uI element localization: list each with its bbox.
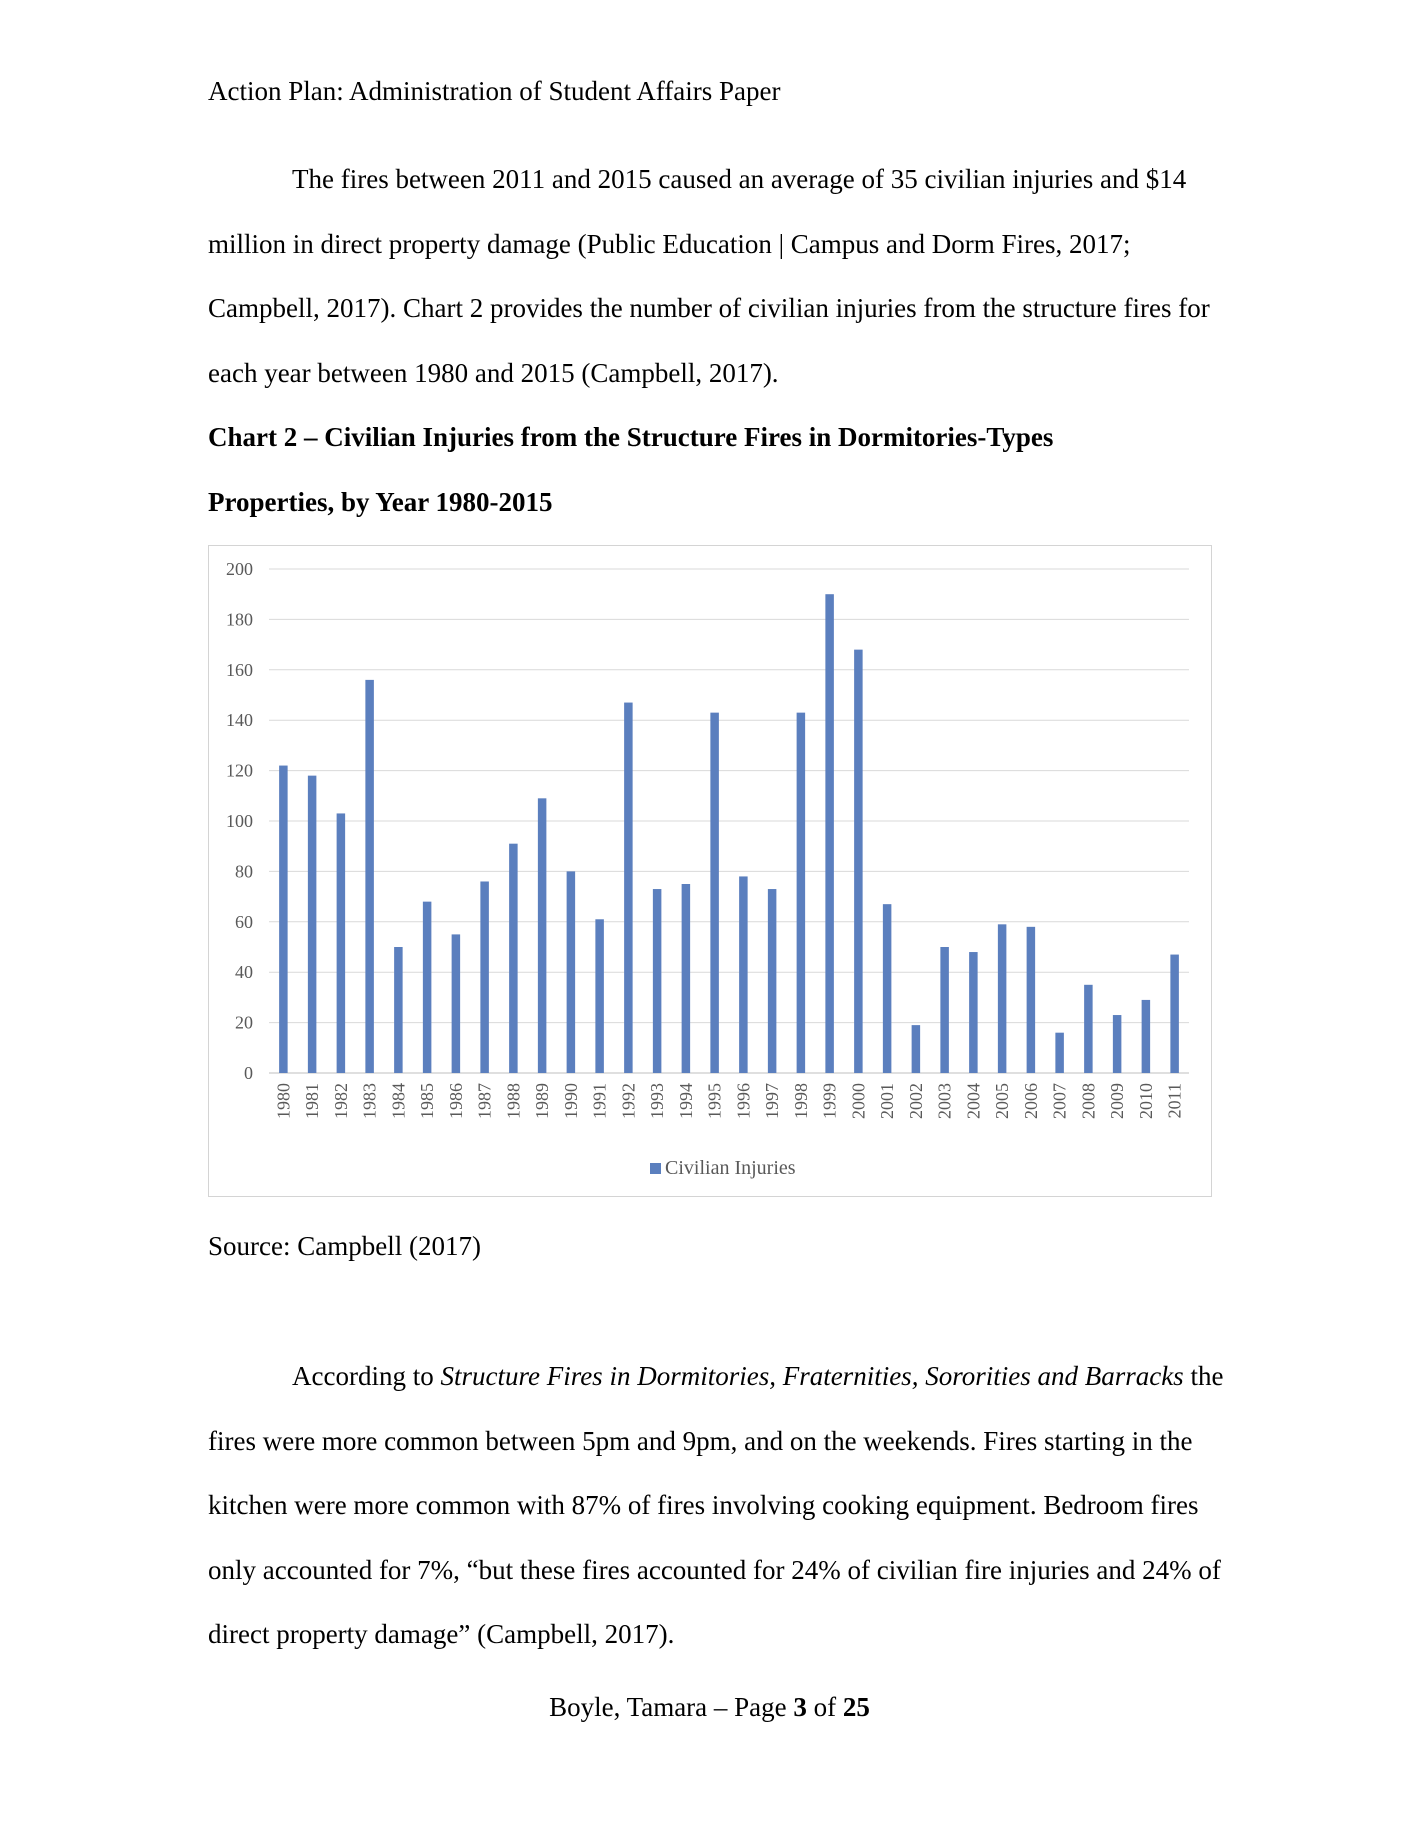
x-tick-label: 1997	[762, 1083, 783, 1119]
footer-of: of	[806, 1692, 843, 1722]
body-paragraph-text	[208, 1344, 1238, 1667]
bar	[739, 876, 748, 1073]
x-tick-label: 1996	[733, 1083, 754, 1119]
y-tick-label: 40	[235, 962, 253, 983]
x-tick-label: 2009	[1107, 1083, 1128, 1119]
bar	[797, 713, 806, 1073]
bar	[595, 919, 604, 1073]
bar	[768, 889, 777, 1073]
footer-total-pages: 25	[842, 1692, 870, 1722]
x-tick-label: 1981	[302, 1083, 323, 1119]
x-tick-label: 2004	[963, 1083, 984, 1119]
x-tick-label: 2007	[1049, 1083, 1070, 1119]
bar	[452, 934, 461, 1073]
bar	[682, 884, 691, 1073]
chart-caption	[208, 405, 1238, 534]
chart-container	[208, 545, 1212, 1197]
body-paragraph	[208, 1344, 1238, 1667]
x-tick-label: 2008	[1078, 1083, 1099, 1119]
y-tick-label: 100	[226, 811, 253, 831]
bar-chart	[209, 546, 1213, 1198]
y-tick-label: 20	[235, 1012, 253, 1033]
x-tick-label: 1985	[417, 1083, 438, 1119]
chart-caption-line-1: Chart 2 – Civilian Injuries from the Structure Fires in Dormitories-Types	[208, 422, 1054, 452]
bar	[624, 703, 633, 1073]
x-tick-label: 1980	[273, 1083, 294, 1119]
bar	[1027, 927, 1036, 1073]
bar	[337, 813, 346, 1073]
x-tick-label: 1986	[445, 1083, 466, 1119]
bar	[480, 881, 489, 1073]
y-tick-label: 80	[235, 861, 253, 882]
chart-caption-line-2: Properties, by Year 1980-2015	[208, 486, 553, 517]
bar	[1113, 1015, 1122, 1073]
running-header: Action Plan: Administration of Student Affairs Paper	[208, 76, 781, 106]
x-tick-label: 1992	[618, 1083, 639, 1119]
footer-author: Boyle, Tamara – Page	[549, 1692, 794, 1722]
y-tick-label: 160	[226, 659, 253, 680]
x-tick-label: 2010	[1135, 1083, 1156, 1119]
footer-page-number: 3	[793, 1692, 807, 1722]
bar	[854, 650, 863, 1073]
x-tick-label: 2005	[992, 1083, 1013, 1119]
bar	[883, 904, 892, 1073]
x-tick-label: 1995	[704, 1083, 725, 1119]
bar	[567, 871, 576, 1073]
x-tick-label: 2001	[877, 1083, 898, 1119]
body-rest: the fires were more common between 5pm and 9pm, and on the weekends. Fires starting in the kitchen were more common with 87% of fires involving cooking equipment. Bedroom fires only accounted for 7%, “but these fires accounted for 24% of civilian fire injuries and 24% of direct property damage” (Campbell, 2017).	[208, 1361, 1224, 1649]
bar	[940, 947, 949, 1073]
x-tick-label: 2003	[934, 1083, 955, 1119]
intro-paragraph	[208, 147, 1238, 405]
x-tick-label: 2011	[1164, 1083, 1185, 1119]
bar	[653, 889, 662, 1073]
x-tick-label: 1998	[790, 1083, 811, 1119]
legend-label: Civilian Injuries	[665, 1157, 796, 1179]
bar	[1084, 985, 1093, 1073]
bar	[538, 798, 547, 1073]
bar	[394, 947, 403, 1073]
bar	[308, 776, 317, 1073]
bar	[423, 902, 432, 1073]
x-tick-label: 1990	[560, 1083, 581, 1119]
bar	[1142, 1000, 1151, 1073]
report-title-italic: Structure Fires in Dormitories, Fraternities, Sororities and Barracks	[440, 1361, 1184, 1391]
page-footer	[0, 1692, 1419, 1723]
x-tick-label: 2002	[905, 1083, 926, 1119]
legend-swatch	[650, 1163, 661, 1174]
bar	[1170, 955, 1179, 1073]
y-tick-label: 200	[226, 559, 253, 579]
x-tick-label: 1989	[532, 1083, 553, 1119]
x-tick-label: 1993	[647, 1083, 668, 1119]
x-tick-label: 1988	[503, 1083, 524, 1119]
body-prefix: According to	[292, 1361, 441, 1391]
y-tick-label: 60	[235, 911, 253, 932]
y-tick-label: 0	[244, 1063, 253, 1083]
x-tick-label: 1994	[675, 1083, 696, 1119]
bar	[825, 594, 834, 1073]
x-tick-label: 1984	[388, 1083, 409, 1119]
y-tick-label: 120	[226, 760, 253, 781]
bar	[1055, 1033, 1064, 1073]
x-tick-label: 2000	[848, 1083, 869, 1119]
bar	[365, 680, 374, 1073]
x-tick-label: 2006	[1020, 1083, 1041, 1119]
intro-text: The fires between 2011 and 2015 caused an average of 35 civilian injuries and $14 million in direct property damage (Public Education | Campus and Dorm Fires, 2017; Campbell, 2017). Chart 2 provides the number of civilian injuries from the structure fires for each year between 1980 and 2015 (Campbell, 2017).	[208, 164, 1210, 388]
x-tick-label: 1991	[589, 1083, 610, 1119]
x-tick-label: 1987	[474, 1083, 495, 1119]
bar	[279, 766, 288, 1073]
y-tick-label: 180	[226, 609, 253, 630]
bar	[969, 952, 978, 1073]
x-tick-label: 1983	[359, 1083, 380, 1119]
bar	[710, 713, 719, 1073]
bar	[509, 844, 518, 1073]
bar	[998, 924, 1007, 1073]
x-tick-label: 1999	[819, 1083, 840, 1119]
y-tick-label: 140	[226, 710, 253, 731]
bar	[912, 1025, 921, 1073]
x-tick-label: 1982	[330, 1083, 351, 1119]
chart-source: Source: Campbell (2017)	[208, 1231, 481, 1261]
